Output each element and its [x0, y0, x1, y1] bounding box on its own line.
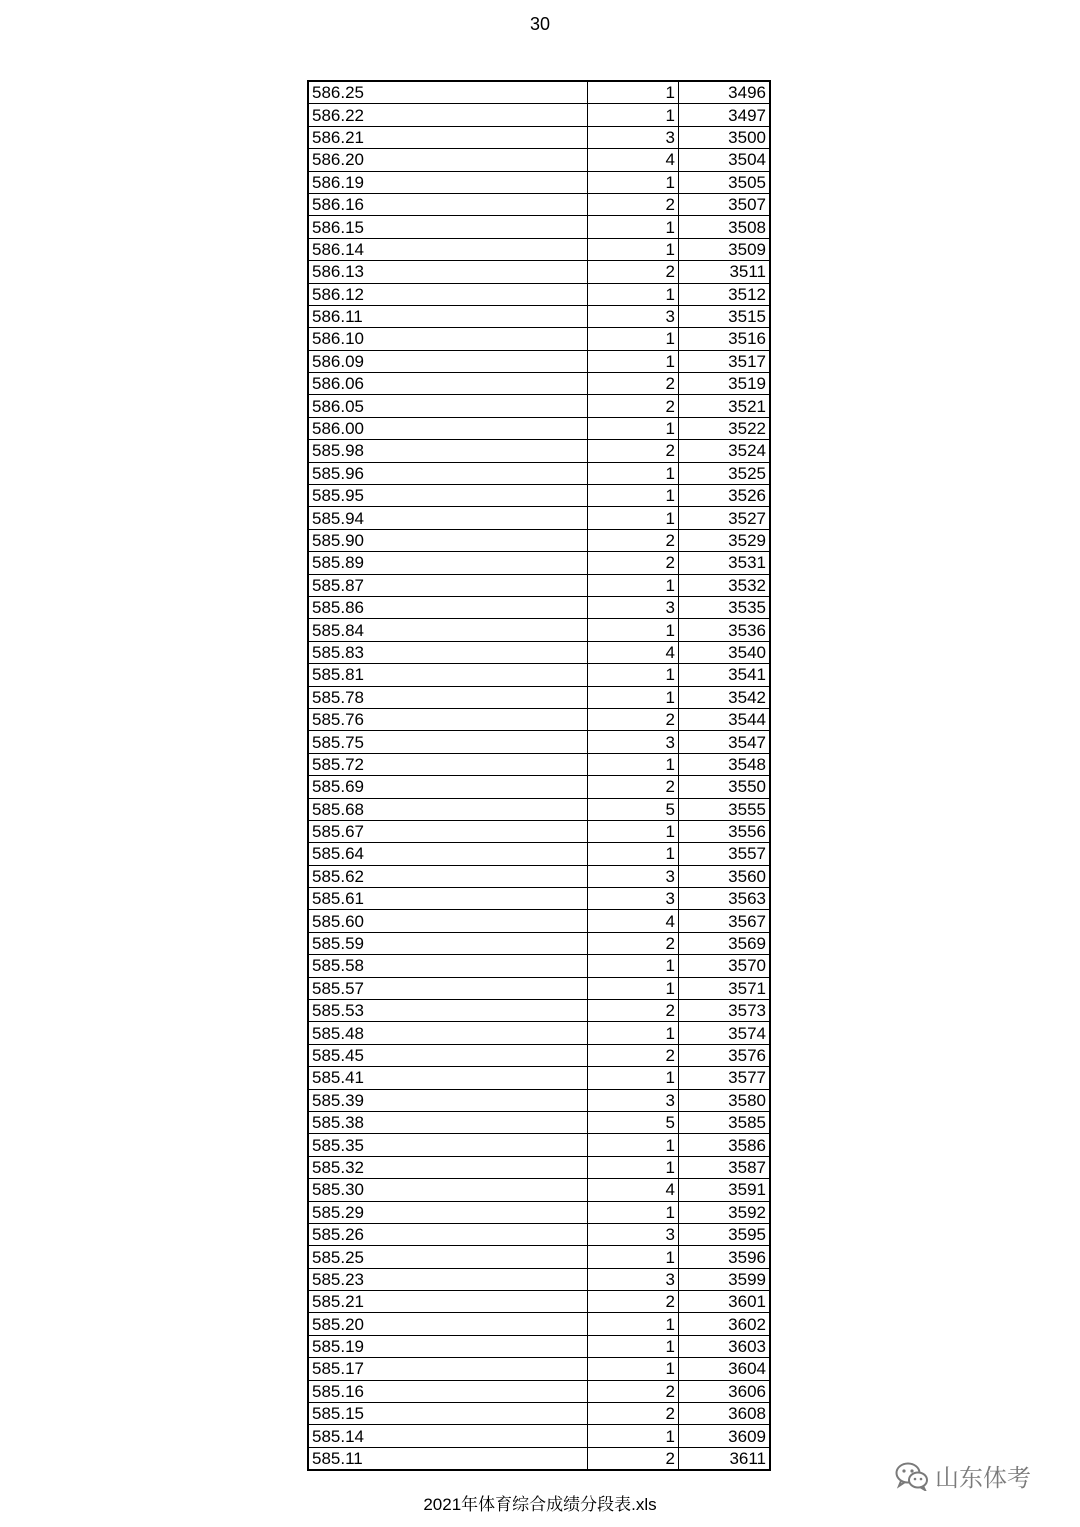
page-number: 30 — [529, 14, 551, 34]
cumulative-cell: 3604 — [679, 1358, 771, 1380]
score-cell: 585.38 — [308, 1111, 588, 1133]
cumulative-cell: 3585 — [679, 1111, 771, 1133]
cumulative-cell: 3595 — [679, 1223, 771, 1245]
cumulative-cell: 3504 — [679, 149, 771, 171]
count-cell: 3 — [588, 888, 679, 910]
score-cell: 585.48 — [308, 1022, 588, 1044]
table-row — [308, 238, 770, 260]
table-row — [308, 171, 770, 193]
cumulative-cell: 3580 — [679, 1089, 771, 1111]
cumulative-cell: 3603 — [679, 1335, 771, 1357]
score-cell: 586.15 — [308, 216, 588, 238]
cumulative-cell: 3515 — [679, 305, 771, 327]
cumulative-cell: 3522 — [679, 417, 771, 439]
count-cell: 1 — [588, 574, 679, 596]
table-row — [308, 1067, 770, 1089]
count-cell: 4 — [588, 1179, 679, 1201]
cumulative-cell: 3569 — [679, 932, 771, 954]
count-cell: 1 — [588, 507, 679, 529]
cumulative-cell: 3563 — [679, 888, 771, 910]
wechat-icon — [895, 1461, 929, 1491]
count-cell: 2 — [588, 1000, 679, 1022]
table-row — [308, 485, 770, 507]
cumulative-cell: 3567 — [679, 910, 771, 932]
table-body — [308, 81, 770, 1470]
score-cell: 585.25 — [308, 1246, 588, 1268]
score-cell: 585.64 — [308, 843, 588, 865]
cumulative-cell: 3570 — [679, 955, 771, 977]
table-row — [308, 753, 770, 775]
cumulative-cell: 3531 — [679, 552, 771, 574]
table-row — [308, 574, 770, 596]
table-row — [308, 126, 770, 148]
table-row — [308, 910, 770, 932]
score-cell: 586.05 — [308, 395, 588, 417]
score-cell: 585.41 — [308, 1067, 588, 1089]
count-cell: 2 — [588, 932, 679, 954]
table-row — [308, 440, 770, 462]
table-row — [308, 686, 770, 708]
score-cell: 585.57 — [308, 977, 588, 999]
count-cell: 3 — [588, 596, 679, 618]
count-cell: 2 — [588, 708, 679, 730]
cumulative-cell: 3532 — [679, 574, 771, 596]
score-cell: 585.87 — [308, 574, 588, 596]
table-row — [308, 395, 770, 417]
score-cell: 585.59 — [308, 932, 588, 954]
count-cell: 1 — [588, 462, 679, 484]
table-row — [308, 776, 770, 798]
cumulative-cell: 3542 — [679, 686, 771, 708]
count-cell: 1 — [588, 238, 679, 260]
cumulative-cell: 3505 — [679, 171, 771, 193]
cumulative-cell: 3517 — [679, 350, 771, 372]
count-cell: 4 — [588, 910, 679, 932]
count-cell: 1 — [588, 1358, 679, 1380]
score-cell: 585.16 — [308, 1380, 588, 1402]
table-row — [308, 596, 770, 618]
score-cell: 586.11 — [308, 305, 588, 327]
score-cell: 585.72 — [308, 753, 588, 775]
score-cell: 585.95 — [308, 485, 588, 507]
count-cell: 1 — [588, 81, 679, 104]
cumulative-cell: 3587 — [679, 1156, 771, 1178]
table-row — [308, 1223, 770, 1245]
table-row — [308, 888, 770, 910]
table-row — [308, 350, 770, 372]
table-row — [308, 305, 770, 327]
table-row — [308, 619, 770, 641]
score-cell: 585.19 — [308, 1335, 588, 1357]
table-row — [308, 708, 770, 730]
table-row — [308, 664, 770, 686]
score-cell: 585.53 — [308, 1000, 588, 1022]
score-cell: 585.83 — [308, 641, 588, 663]
table-row — [308, 1425, 770, 1447]
table-row — [308, 1268, 770, 1290]
cumulative-cell: 3591 — [679, 1179, 771, 1201]
table-row — [308, 1358, 770, 1380]
cumulative-cell: 3599 — [679, 1268, 771, 1290]
count-cell: 2 — [588, 440, 679, 462]
count-cell: 1 — [588, 1067, 679, 1089]
score-cell: 586.12 — [308, 283, 588, 305]
table-row — [308, 507, 770, 529]
score-cell: 585.98 — [308, 440, 588, 462]
cumulative-cell: 3574 — [679, 1022, 771, 1044]
cumulative-cell: 3571 — [679, 977, 771, 999]
score-cell: 586.14 — [308, 238, 588, 260]
score-distribution-table — [307, 80, 771, 1471]
table-row — [308, 1380, 770, 1402]
cumulative-cell: 3601 — [679, 1291, 771, 1313]
table-row — [308, 641, 770, 663]
score-cell: 585.84 — [308, 619, 588, 641]
table-row — [308, 193, 770, 215]
cumulative-cell: 3509 — [679, 238, 771, 260]
score-cell: 585.78 — [308, 686, 588, 708]
cumulative-cell: 3512 — [679, 283, 771, 305]
cumulative-cell: 3592 — [679, 1201, 771, 1223]
cumulative-cell: 3508 — [679, 216, 771, 238]
score-cell: 585.17 — [308, 1358, 588, 1380]
table-row — [308, 529, 770, 551]
count-cell: 1 — [588, 350, 679, 372]
cumulative-cell: 3547 — [679, 731, 771, 753]
table-row — [308, 1179, 770, 1201]
cumulative-cell: 3550 — [679, 776, 771, 798]
count-cell: 1 — [588, 619, 679, 641]
cumulative-cell: 3606 — [679, 1380, 771, 1402]
count-cell: 4 — [588, 149, 679, 171]
count-cell: 3 — [588, 1223, 679, 1245]
count-cell: 1 — [588, 664, 679, 686]
table-row — [308, 798, 770, 820]
table-row — [308, 1313, 770, 1335]
count-cell: 1 — [588, 485, 679, 507]
cumulative-cell: 3497 — [679, 104, 771, 126]
count-cell: 2 — [588, 1044, 679, 1066]
score-cell: 585.14 — [308, 1425, 588, 1447]
table-row — [308, 328, 770, 350]
score-cell: 586.09 — [308, 350, 588, 372]
score-cell: 585.90 — [308, 529, 588, 551]
table-row — [308, 1022, 770, 1044]
watermark — [895, 1458, 1031, 1493]
score-cell: 586.22 — [308, 104, 588, 126]
count-cell: 1 — [588, 1201, 679, 1223]
count-cell: 2 — [588, 193, 679, 215]
count-cell: 3 — [588, 1268, 679, 1290]
table-row — [308, 417, 770, 439]
score-cell: 585.58 — [308, 955, 588, 977]
cumulative-cell: 3529 — [679, 529, 771, 551]
table-row — [308, 149, 770, 171]
table-row — [308, 462, 770, 484]
cumulative-cell: 3507 — [679, 193, 771, 215]
cumulative-cell: 3496 — [679, 81, 771, 104]
table-row — [308, 373, 770, 395]
count-cell: 1 — [588, 843, 679, 865]
score-cell: 585.23 — [308, 1268, 588, 1290]
count-cell: 2 — [588, 373, 679, 395]
table-row — [308, 261, 770, 283]
table-row — [308, 1246, 770, 1268]
cumulative-cell: 3577 — [679, 1067, 771, 1089]
count-cell: 2 — [588, 529, 679, 551]
table-row — [308, 865, 770, 887]
count-cell: 2 — [588, 1291, 679, 1313]
count-cell: 1 — [588, 955, 679, 977]
count-cell: 2 — [588, 552, 679, 574]
table-row — [308, 1000, 770, 1022]
score-cell: 585.60 — [308, 910, 588, 932]
score-cell: 586.13 — [308, 261, 588, 283]
score-cell: 586.20 — [308, 149, 588, 171]
cumulative-cell: 3526 — [679, 485, 771, 507]
score-cell: 585.89 — [308, 552, 588, 574]
table-row — [308, 977, 770, 999]
score-cell: 585.67 — [308, 820, 588, 842]
count-cell: 3 — [588, 731, 679, 753]
table-row — [308, 1156, 770, 1178]
cumulative-cell: 3500 — [679, 126, 771, 148]
score-cell: 585.62 — [308, 865, 588, 887]
cumulative-cell: 3527 — [679, 507, 771, 529]
table-row — [308, 1335, 770, 1357]
footer-filename: 2021年体育综合成绩分段表.xls — [423, 1495, 657, 1514]
table-row — [308, 1134, 770, 1156]
score-cell: 585.21 — [308, 1291, 588, 1313]
table-row — [308, 216, 770, 238]
table-row — [308, 1044, 770, 1066]
cumulative-cell: 3576 — [679, 1044, 771, 1066]
score-cell: 585.75 — [308, 731, 588, 753]
count-cell: 1 — [588, 1425, 679, 1447]
cumulative-cell: 3602 — [679, 1313, 771, 1335]
count-cell: 1 — [588, 104, 679, 126]
cumulative-cell: 3596 — [679, 1246, 771, 1268]
table-row — [308, 1111, 770, 1133]
count-cell: 5 — [588, 1111, 679, 1133]
table-row — [308, 843, 770, 865]
table-row — [308, 932, 770, 954]
count-cell: 2 — [588, 1403, 679, 1425]
cumulative-cell: 3524 — [679, 440, 771, 462]
cumulative-cell: 3556 — [679, 820, 771, 842]
cumulative-cell: 3557 — [679, 843, 771, 865]
score-cell: 585.86 — [308, 596, 588, 618]
score-cell: 585.15 — [308, 1403, 588, 1425]
cumulative-cell: 3541 — [679, 664, 771, 686]
score-cell: 585.76 — [308, 708, 588, 730]
score-cell: 585.39 — [308, 1089, 588, 1111]
cumulative-cell: 3519 — [679, 373, 771, 395]
cumulative-cell: 3535 — [679, 596, 771, 618]
count-cell: 1 — [588, 1335, 679, 1357]
score-cell: 585.81 — [308, 664, 588, 686]
score-cell: 585.94 — [308, 507, 588, 529]
score-cell: 586.16 — [308, 193, 588, 215]
cumulative-cell: 3544 — [679, 708, 771, 730]
count-cell: 1 — [588, 1022, 679, 1044]
table-row — [308, 104, 770, 126]
table-row — [308, 1291, 770, 1313]
score-cell: 586.21 — [308, 126, 588, 148]
table-row — [308, 955, 770, 977]
count-cell: 3 — [588, 126, 679, 148]
count-cell: 2 — [588, 395, 679, 417]
count-cell: 3 — [588, 865, 679, 887]
score-cell: 585.45 — [308, 1044, 588, 1066]
score-cell: 585.32 — [308, 1156, 588, 1178]
count-cell: 1 — [588, 417, 679, 439]
count-cell: 1 — [588, 1156, 679, 1178]
table-row — [308, 1403, 770, 1425]
count-cell: 1 — [588, 171, 679, 193]
score-cell: 585.20 — [308, 1313, 588, 1335]
cumulative-cell: 3540 — [679, 641, 771, 663]
count-cell: 5 — [588, 798, 679, 820]
table-row — [308, 1201, 770, 1223]
watermark-text: 山东体考 — [935, 1464, 1031, 1492]
cumulative-cell: 3521 — [679, 395, 771, 417]
cumulative-cell: 3611 — [679, 1447, 771, 1470]
score-cell: 585.96 — [308, 462, 588, 484]
cumulative-cell: 3586 — [679, 1134, 771, 1156]
cumulative-cell: 3511 — [679, 261, 771, 283]
score-cell: 586.06 — [308, 373, 588, 395]
score-cell: 585.35 — [308, 1134, 588, 1156]
table-row — [308, 283, 770, 305]
count-cell: 1 — [588, 283, 679, 305]
cumulative-cell: 3525 — [679, 462, 771, 484]
score-cell: 585.11 — [308, 1447, 588, 1470]
score-cell: 586.19 — [308, 171, 588, 193]
score-cell: 585.30 — [308, 1179, 588, 1201]
table-row — [308, 731, 770, 753]
count-cell: 1 — [588, 686, 679, 708]
cumulative-cell: 3555 — [679, 798, 771, 820]
score-cell: 585.61 — [308, 888, 588, 910]
count-cell: 2 — [588, 1380, 679, 1402]
score-cell: 586.10 — [308, 328, 588, 350]
score-cell: 585.68 — [308, 798, 588, 820]
cumulative-cell: 3609 — [679, 1425, 771, 1447]
cumulative-cell: 3548 — [679, 753, 771, 775]
score-cell: 585.29 — [308, 1201, 588, 1223]
table-row — [308, 820, 770, 842]
cumulative-cell: 3608 — [679, 1403, 771, 1425]
score-cell: 586.00 — [308, 417, 588, 439]
count-cell: 1 — [588, 328, 679, 350]
table-row — [308, 1447, 770, 1470]
count-cell: 2 — [588, 261, 679, 283]
cumulative-cell: 3560 — [679, 865, 771, 887]
count-cell: 1 — [588, 1313, 679, 1335]
table-row — [308, 81, 770, 104]
count-cell: 1 — [588, 977, 679, 999]
count-cell: 4 — [588, 641, 679, 663]
cumulative-cell: 3573 — [679, 1000, 771, 1022]
count-cell: 1 — [588, 820, 679, 842]
count-cell: 1 — [588, 1134, 679, 1156]
count-cell: 3 — [588, 1089, 679, 1111]
count-cell: 2 — [588, 1447, 679, 1470]
count-cell: 1 — [588, 216, 679, 238]
score-cell: 585.69 — [308, 776, 588, 798]
count-cell: 1 — [588, 753, 679, 775]
table-row — [308, 552, 770, 574]
table-row — [308, 1089, 770, 1111]
count-cell: 3 — [588, 305, 679, 327]
count-cell: 2 — [588, 776, 679, 798]
score-cell: 585.26 — [308, 1223, 588, 1245]
score-cell: 586.25 — [308, 81, 588, 104]
count-cell: 1 — [588, 1246, 679, 1268]
cumulative-cell: 3536 — [679, 619, 771, 641]
cumulative-cell: 3516 — [679, 328, 771, 350]
